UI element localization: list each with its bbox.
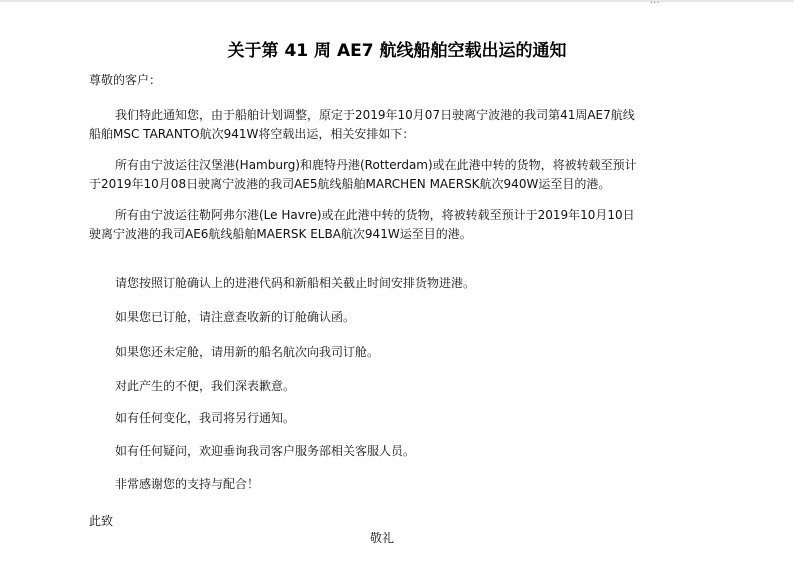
para3-line1: 所有由宁波运往勒阿弗尔港(Le Havre)或在此港中转的货物，将被转载至预计于2019年10月10日 bbox=[115, 208, 635, 222]
page-top-edge bbox=[0, 0, 794, 2]
change-notice-text: 如有任何变化，我司将另行通知。 bbox=[115, 411, 296, 425]
closing-ci-zhi: 此致 bbox=[89, 514, 114, 528]
para2-line2: 于2019年10月08日驶离宁波港的我司AE5航线船舶MARCHEN MAERSK航次940W运至目的港。 bbox=[89, 177, 611, 191]
inquiry-text: 如有任何疑问，欢迎垂询我司客户服务部相关客服人员。 bbox=[115, 444, 416, 458]
page-title: 关于第 41 周 AE7 航线船舶空载出运的通知 bbox=[227, 41, 567, 61]
instruction-booked: 如果您已订舱，请注意查收新的订舱确认函。 bbox=[115, 310, 356, 324]
salutation: 尊敬的客户： bbox=[89, 73, 162, 87]
instruction-port-entry: 请您按照订舱确认上的进港代码和新船相关截止时间安排货物进港。 bbox=[115, 276, 476, 290]
para1-line2: 船舶MSC TARANTO航次941W将空载出运，相关安排如下： bbox=[89, 127, 415, 141]
closing-jing-li: 敬礼 bbox=[370, 531, 395, 545]
instruction-not-booked: 如果您还未定舱，请用新的船名航次向我司订舱。 bbox=[115, 345, 380, 359]
para2-line1: 所有由宁波运往汉堡港(Hamburg)和鹿特丹港(Rotterdam)或在此港中转的货物，将被转载至预计 bbox=[115, 158, 637, 172]
header-corner-text: ... bbox=[650, 0, 660, 6]
para3-line2: 驶离宁波港的我司AE6航线船舶MAERSK ELBA航次941W运至目的港。 bbox=[89, 227, 472, 241]
apology-text: 对此产生的不便，我们深表歉意。 bbox=[115, 379, 296, 393]
para1-line1: 我们特此通知您，由于船舶计划调整，原定于2019年10月07日驶离宁波港的我司第41周AE7航线 bbox=[115, 108, 635, 122]
thanks-text: 非常感谢您的支持与配合！ bbox=[115, 477, 260, 491]
